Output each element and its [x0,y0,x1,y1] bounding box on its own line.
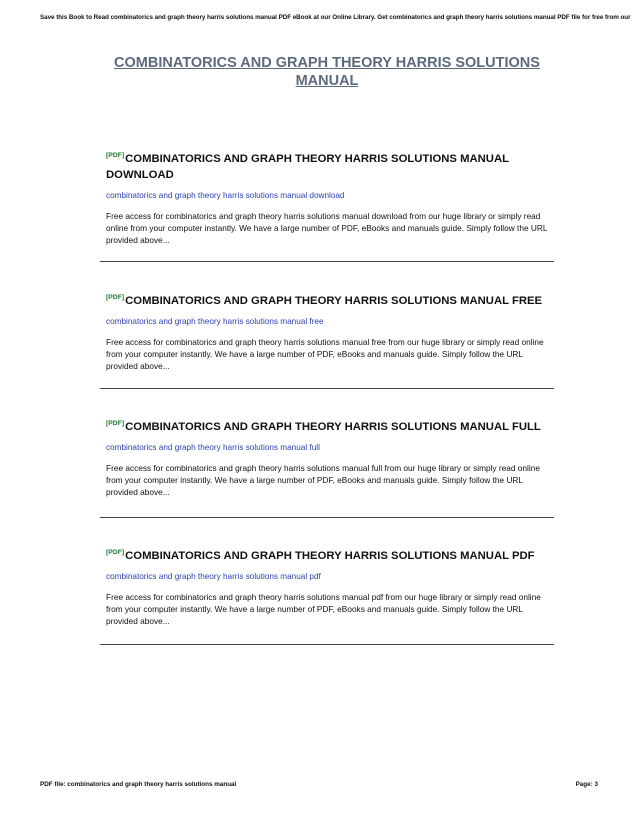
section-heading-text: COMBINATORICS AND GRAPH THEORY HARRIS SOLUTIONS MANUAL DOWNLOAD [106,152,509,181]
pdf-tag: [PDF] [106,420,125,427]
section-heading [106,148,554,183]
section-free [106,290,554,372]
section-description: Free access for combinatorics and graph theory harris solutions manual pdf from our huge library or simply read online from your computer instantly. We have a large number of PDF, eBooks and manuals guide. Simply follow the URL provided above... [106,591,541,626]
section-description: Free access for combinatorics and graph theory harris solutions manual full from our huge library or simply read online from your computer instantly. We have a large number of PDF, eBooks and manuals guide. Simply follow the URL provided above... [106,462,540,497]
section-divider [100,388,554,389]
section-divider [100,644,554,645]
section-heading [106,416,554,435]
section-link[interactable]: combinatorics and graph theory harris solutions manual free [106,316,324,326]
pdf-tag: [PDF] [106,549,125,556]
section-heading-text: COMBINATORICS AND GRAPH THEORY HARRIS SOLUTIONS MANUAL FULL [125,420,541,433]
pdf-tag: [PDF] [106,152,125,159]
section-link[interactable]: combinatorics and graph theory harris solutions manual pdf [106,571,321,581]
pdf-tag: [PDF] [106,294,125,301]
section-download [106,148,554,246]
section-pdf [106,545,554,627]
footer-page-number: Page: 3 [575,781,598,788]
section-heading-text: COMBINATORICS AND GRAPH THEORY HARRIS SOLUTIONS MANUAL FREE [125,294,543,307]
section-description: Free access for combinatorics and graph theory harris solutions manual download from our huge library or simply read online from your computer instantly. We have a large number of PDF, eBooks and manuals guide. Simply follow the URL provided above... [106,210,548,245]
top-banner: Save this Book to Read combinatorics and graph theory harris solutions manual PDF eBook at our Online Library. Get combinatorics and graph theory harris solutions manual PDF file for free from our [40,14,631,21]
footer-file-label: PDF file: combinatorics and graph theory harris solutions manual [40,781,237,788]
section-heading-text: COMBINATORICS AND GRAPH THEORY HARRIS SOLUTIONS MANUAL PDF [125,549,535,562]
section-link[interactable]: combinatorics and graph theory harris solutions manual download [106,190,345,200]
section-heading [106,545,554,564]
section-link[interactable]: combinatorics and graph theory harris solutions manual full [106,442,320,452]
section-divider [100,517,554,518]
section-description: Free access for combinatorics and graph theory harris solutions manual free from our huge library or simply read online from your computer instantly. We have a large number of PDF, eBooks and manuals guide. Simply follow the URL provided above... [106,336,544,371]
section-heading [106,290,554,309]
document-title: COMBINATORICS AND GRAPH THEORY HARRIS SOLUTIONS MANUAL [114,55,540,89]
section-divider [100,261,554,262]
section-full [106,416,554,498]
